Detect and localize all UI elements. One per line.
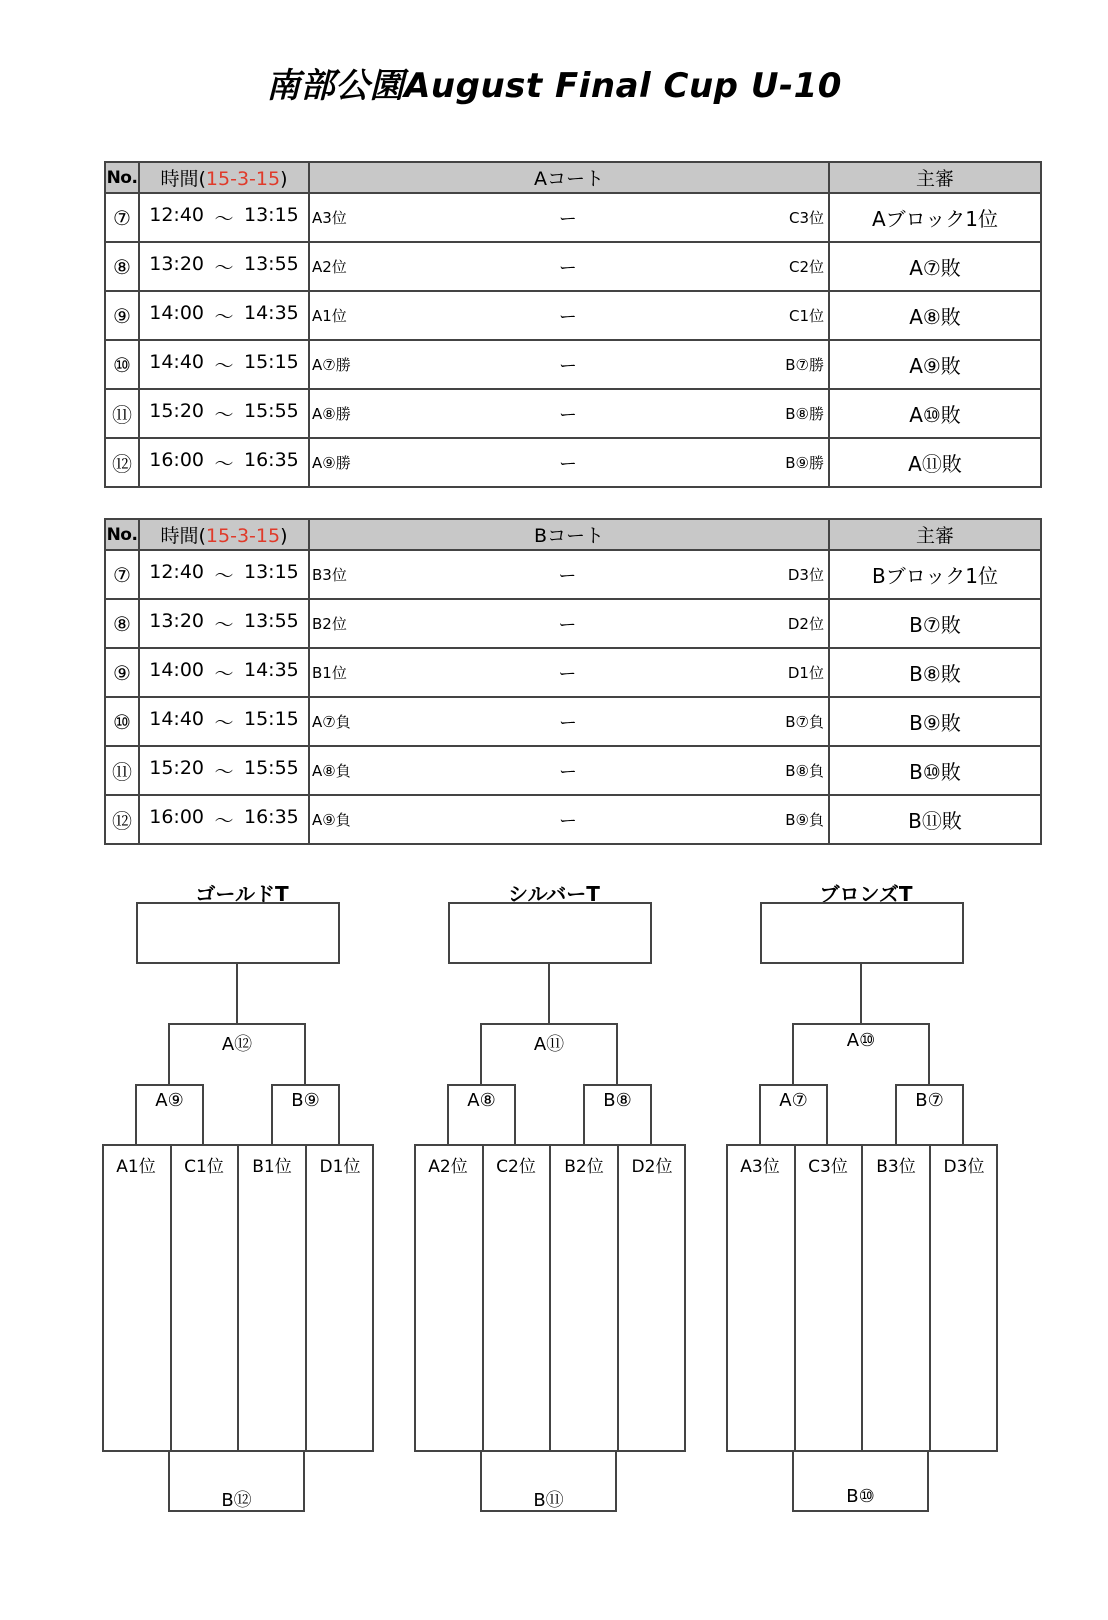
table-row	[105, 291, 1041, 340]
home-team: A⑧勝	[312, 405, 351, 423]
away-team: B⑦負	[785, 713, 824, 731]
table-row	[105, 193, 1041, 242]
header-time-label: 時間(	[160, 168, 206, 190]
versus-dash: ー	[558, 663, 577, 685]
start-time: 16:00	[149, 806, 204, 828]
header-time	[139, 519, 309, 550]
team-slot-label: B1位	[252, 1157, 292, 1177]
matchup	[309, 389, 829, 438]
end-time: 15:55	[243, 400, 299, 422]
versus-dash: ー	[558, 712, 577, 734]
away-team: B⑨負	[785, 811, 824, 829]
match-time	[139, 599, 309, 648]
match-time	[139, 193, 309, 242]
versus-dash: ー	[558, 355, 577, 377]
home-team: B1位	[312, 664, 347, 682]
match-time	[139, 389, 309, 438]
match-time	[139, 648, 309, 697]
matchup	[309, 550, 829, 599]
versus-dash: ー	[558, 453, 577, 475]
matchup	[309, 648, 829, 697]
away-team: B⑧負	[785, 762, 824, 780]
end-time: 14:35	[243, 302, 299, 324]
versus-dash: ー	[558, 810, 577, 832]
referee: B⑩敗	[829, 746, 1041, 795]
match-number: ⑪	[105, 746, 139, 795]
header-no: No.	[105, 162, 139, 193]
home-team: A1位	[312, 307, 347, 325]
time-separator: ～	[214, 761, 234, 783]
versus-dash: ー	[558, 257, 577, 279]
referee: A⑧敗	[829, 291, 1041, 340]
match-time	[139, 697, 309, 746]
team-divider	[929, 1144, 931, 1452]
match-number: ⑫	[105, 795, 139, 844]
referee: B⑦敗	[829, 599, 1041, 648]
header-court: Aコート	[309, 162, 829, 193]
home-team: A⑧負	[312, 762, 351, 780]
away-team: C3位	[788, 209, 824, 227]
referee: B⑨敗	[829, 697, 1041, 746]
table-row	[105, 697, 1041, 746]
match-number: ⑦	[105, 550, 139, 599]
team-divider	[549, 1144, 551, 1452]
time-separator: ～	[214, 453, 234, 475]
team-slot-label: C3位	[808, 1157, 848, 1177]
team-slot-label: A2位	[428, 1157, 468, 1177]
start-time: 14:00	[149, 659, 204, 681]
end-time: 15:15	[243, 708, 299, 730]
semi-right-label: B⑨	[291, 1090, 320, 1111]
away-team: C2位	[788, 258, 824, 276]
page-title: 南部公園August Final Cup U-10	[266, 66, 842, 106]
match-time	[139, 340, 309, 389]
match-number: ⑩	[105, 697, 139, 746]
time-separator: ～	[214, 306, 234, 328]
away-team: D3位	[787, 566, 824, 584]
match-time	[139, 242, 309, 291]
final-match-label: A⑪	[533, 1034, 565, 1055]
matchup	[309, 697, 829, 746]
away-team: B⑨勝	[785, 454, 824, 472]
team-divider	[861, 1144, 863, 1452]
referee: A⑩敗	[829, 389, 1041, 438]
final-match-label: A⑩	[846, 1030, 876, 1051]
team-divider	[794, 1144, 796, 1452]
end-time: 14:35	[243, 659, 299, 681]
court-b-schedule-table	[104, 518, 1042, 845]
end-time: 15:55	[243, 757, 299, 779]
time-separator: ～	[214, 404, 234, 426]
bracket-line	[860, 963, 862, 1025]
home-team: A⑨負	[312, 811, 351, 829]
end-time: 15:15	[243, 351, 299, 373]
time-separator: ～	[214, 565, 234, 587]
team-slot-label: D1位	[319, 1157, 361, 1177]
team-slot-label: D3位	[943, 1157, 985, 1177]
table-header-row	[105, 162, 1041, 193]
start-time: 14:00	[149, 302, 204, 324]
table-row	[105, 340, 1041, 389]
table-row	[105, 795, 1041, 844]
home-team: A⑨勝	[312, 454, 351, 472]
home-team: A⑦負	[312, 713, 351, 731]
bracket-line	[548, 963, 550, 1025]
table-row	[105, 389, 1041, 438]
match-time	[139, 438, 309, 487]
bracket-title: シルバーT	[508, 882, 600, 906]
match-number: ⑦	[105, 193, 139, 242]
home-team: A3位	[312, 209, 347, 227]
time-separator: ～	[214, 355, 234, 377]
end-time: 13:15	[243, 204, 299, 226]
away-team: B⑧勝	[785, 405, 824, 423]
winner-box	[760, 902, 964, 964]
referee: A⑨敗	[829, 340, 1041, 389]
team-divider	[617, 1144, 619, 1452]
time-separator: ～	[214, 614, 234, 636]
start-time: 16:00	[149, 449, 204, 471]
team-slot-label: C1位	[184, 1157, 224, 1177]
referee: A⑦敗	[829, 242, 1041, 291]
time-separator: ～	[214, 663, 234, 685]
semi-left-label: A⑨	[155, 1090, 184, 1111]
header-time-label: 時間(	[160, 525, 206, 547]
time-separator: ～	[214, 257, 234, 279]
header-time-format: 15-3-15	[205, 168, 281, 190]
versus-dash: ー	[558, 761, 577, 783]
home-team: A2位	[312, 258, 347, 276]
matchup	[309, 438, 829, 487]
referee: Aブロック1位	[829, 193, 1041, 242]
matchup	[309, 242, 829, 291]
team-divider	[237, 1144, 239, 1452]
away-team: C1位	[788, 307, 824, 325]
versus-dash: ー	[558, 306, 577, 328]
semi-left-label: A⑧	[467, 1090, 496, 1111]
team-slot-label: B3位	[876, 1157, 916, 1177]
referee: Bブロック1位	[829, 550, 1041, 599]
time-separator: ～	[214, 208, 234, 230]
winner-box	[448, 902, 652, 964]
header-time-close: )	[280, 168, 288, 190]
table-row	[105, 438, 1041, 487]
start-time: 15:20	[149, 400, 204, 422]
home-team: B3位	[312, 566, 347, 584]
header-referee: 主審	[829, 519, 1041, 550]
header-referee: 主審	[829, 162, 1041, 193]
team-slot-label: C2位	[496, 1157, 536, 1177]
team-slot-label: B2位	[564, 1157, 604, 1177]
table-row	[105, 746, 1041, 795]
away-team: D1位	[787, 664, 824, 682]
third-place-label: B⑫	[221, 1490, 252, 1511]
team-slot-label: A1位	[116, 1157, 156, 1177]
end-time: 16:35	[243, 806, 299, 828]
start-time: 13:20	[149, 610, 204, 632]
header-time	[139, 162, 309, 193]
versus-dash: ー	[558, 614, 577, 636]
match-time	[139, 746, 309, 795]
end-time: 13:55	[243, 610, 299, 632]
end-time: 16:35	[243, 449, 299, 471]
away-team: D2位	[787, 615, 824, 633]
time-separator: ～	[214, 810, 234, 832]
third-place-label: B⑩	[846, 1486, 875, 1507]
match-number: ⑨	[105, 648, 139, 697]
team-divider	[170, 1144, 172, 1452]
final-match-label: A⑫	[221, 1034, 253, 1055]
table-row	[105, 242, 1041, 291]
home-team: B2位	[312, 615, 347, 633]
semi-right-label: B⑦	[915, 1090, 944, 1111]
start-time: 13:20	[149, 253, 204, 275]
versus-dash: ー	[558, 565, 577, 587]
match-number: ⑪	[105, 389, 139, 438]
match-number: ⑨	[105, 291, 139, 340]
start-time: 14:40	[149, 351, 204, 373]
matchup	[309, 193, 829, 242]
gold-tournament-bracket	[102, 882, 382, 1552]
match-number: ⑧	[105, 599, 139, 648]
winner-box	[136, 902, 340, 964]
header-time-close: )	[280, 525, 288, 547]
bracket-title: ブロンズT	[819, 882, 913, 906]
team-divider	[482, 1144, 484, 1452]
versus-dash: ー	[558, 404, 577, 426]
team-divider	[305, 1144, 307, 1452]
referee: B⑧敗	[829, 648, 1041, 697]
matchup	[309, 340, 829, 389]
matchup	[309, 795, 829, 844]
match-time	[139, 291, 309, 340]
matchup	[309, 746, 829, 795]
bracket-line	[236, 963, 238, 1025]
start-time: 14:40	[149, 708, 204, 730]
bronze-tournament-bracket	[726, 882, 1006, 1552]
semi-left-label: A⑦	[779, 1090, 808, 1111]
table-row	[105, 648, 1041, 697]
semi-right-label: B⑧	[603, 1090, 632, 1111]
matchup	[309, 599, 829, 648]
team-slot-label: D2位	[631, 1157, 673, 1177]
end-time: 13:15	[243, 561, 299, 583]
header-court: Bコート	[309, 519, 829, 550]
start-time: 12:40	[149, 204, 204, 226]
header-time-format: 15-3-15	[205, 525, 281, 547]
match-number: ⑫	[105, 438, 139, 487]
table-row	[105, 550, 1041, 599]
table-row	[105, 599, 1041, 648]
table-header-row	[105, 519, 1041, 550]
header-no: No.	[105, 519, 139, 550]
match-number: ⑩	[105, 340, 139, 389]
match-time	[139, 795, 309, 844]
third-place-label: B⑪	[533, 1490, 564, 1511]
court-a-schedule-table	[104, 161, 1042, 488]
home-team: A⑦勝	[312, 356, 351, 374]
start-time: 12:40	[149, 561, 204, 583]
away-team: B⑦勝	[785, 356, 824, 374]
bracket-title: ゴールドT	[195, 882, 289, 906]
time-separator: ～	[214, 712, 234, 734]
referee: B⑪敗	[829, 795, 1041, 844]
referee: A⑪敗	[829, 438, 1041, 487]
matchup	[309, 291, 829, 340]
versus-dash: ー	[558, 208, 577, 230]
team-slot-label: A3位	[740, 1157, 780, 1177]
match-number: ⑧	[105, 242, 139, 291]
match-time	[139, 550, 309, 599]
start-time: 15:20	[149, 757, 204, 779]
silver-tournament-bracket	[414, 882, 694, 1552]
end-time: 13:55	[243, 253, 299, 275]
